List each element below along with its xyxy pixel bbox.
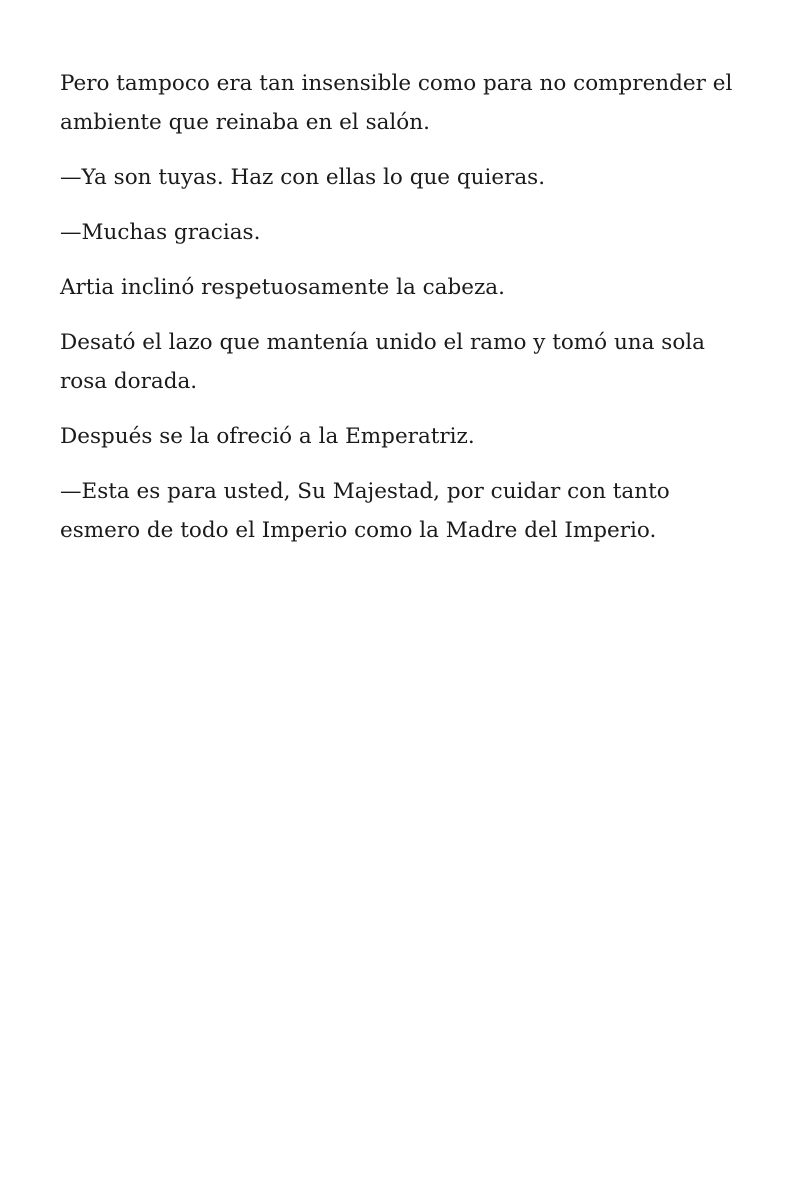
paragraph-6: Después se la ofreció a la Emperatriz. [60,424,475,449]
paragraph-1: Pero tampoco era tan insensible como para no comprender el ambiente que reinaba en el salón. [60,71,733,135]
paragraph-2: —Ya son tuyas. Haz con ellas lo que quieras. [60,165,546,190]
reader-page [60,64,750,566]
paragraph-7: —Esta es para usted, Su Majestad, por cuidar con tanto esmero de todo el Imperio como la Madre del Imperio. [60,479,670,543]
paragraph-5: Desató el lazo que mantenía unido el ramo y tomó una sola rosa dorada. [60,330,705,394]
paragraph-3: —Muchas gracias. [60,220,261,245]
paragraph-4: Artia inclinó respetuosamente la cabeza. [60,275,505,300]
